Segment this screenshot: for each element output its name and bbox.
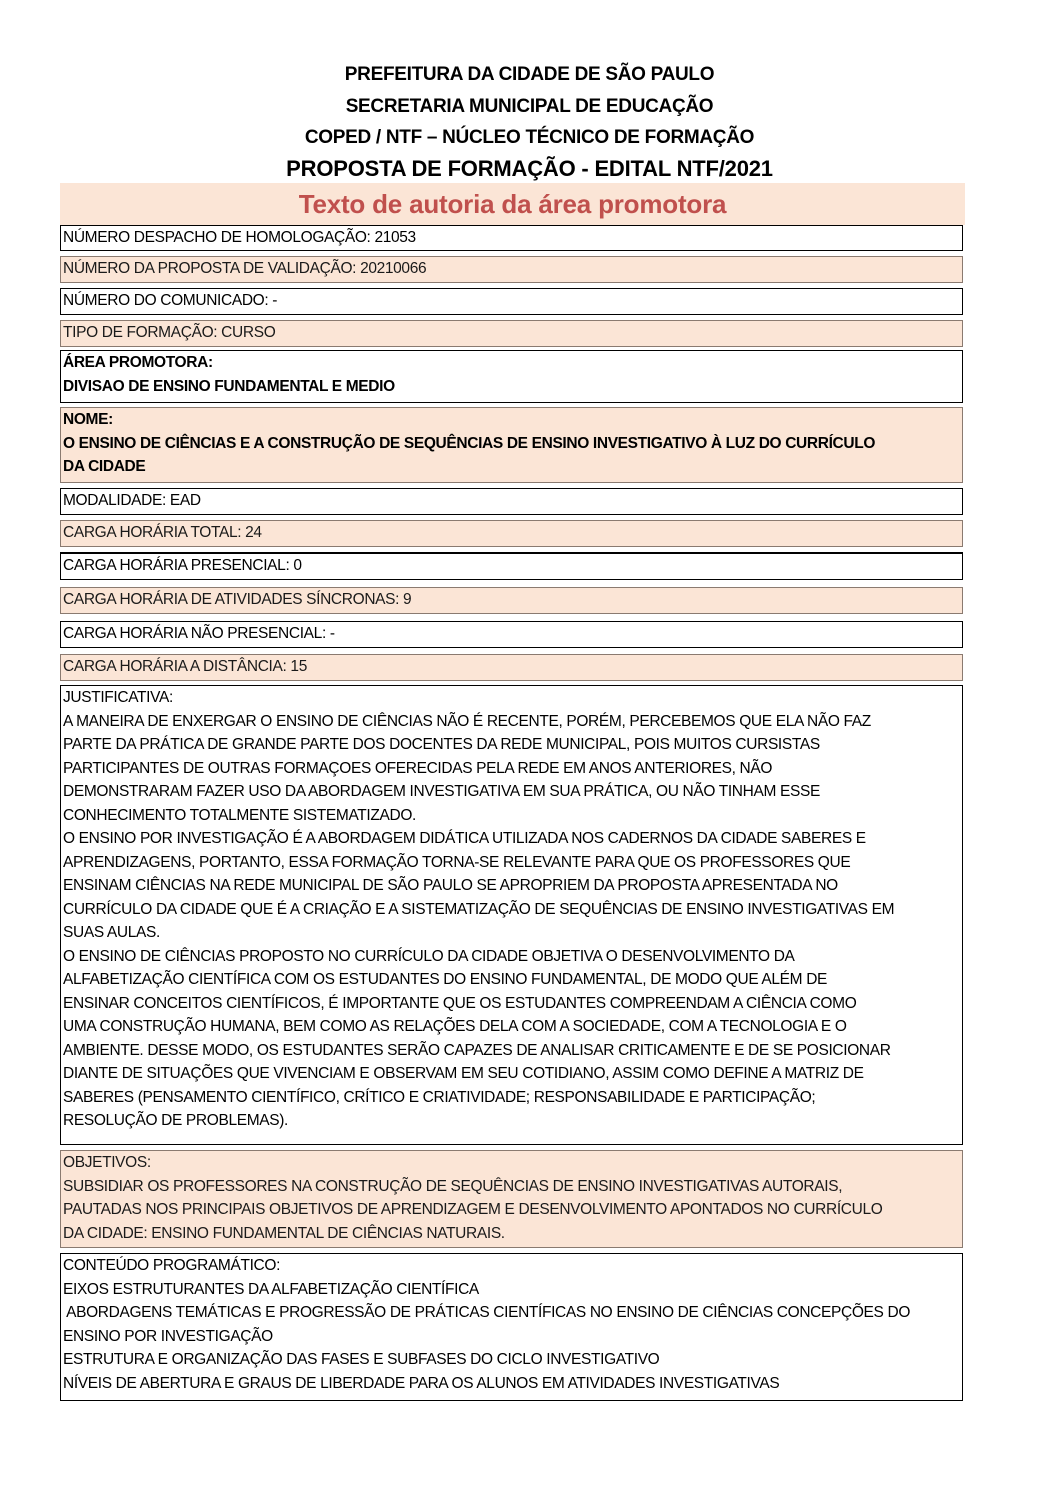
field-nome-line: O ENSINO DE CIÊNCIAS E A CONSTRUÇÃO DE SEQUÊNCIAS DE ENSINO INVESTIGATIVO À LUZ DO CURRÍCULO — [63, 434, 876, 452]
section-justificativa — [60, 685, 963, 1145]
field-nome-line: DA CIDADE — [63, 458, 146, 475]
justificativa-line: UMA CONSTRUÇÃO HUMANA, BEM COMO AS RELAÇÕES DELA COM A SOCIEDADE, COM A TECNOLOGIA E O — [63, 1018, 847, 1035]
justificativa-line: PARTE DA PRÁTICA DE GRANDE PARTE DOS DOCENTES DA REDE MUNICIPAL, POIS MUITOS CURSISTAS — [63, 736, 820, 753]
field-proposta-text: NÚMERO DA PROPOSTA DE VALIDAÇÃO: 20210066 — [63, 260, 427, 277]
field-proposta — [60, 256, 963, 283]
justificativa-line: O ENSINO DE CIÊNCIAS PROPOSTO NO CURRÍCULO DA CIDADE OBJETIVA O DESENVOLVIMENTO DA — [63, 947, 795, 965]
field-carga-sincronas-text: CARGA HORÁRIA DE ATIVIDADES SÍNCRONAS: 9 — [63, 591, 412, 608]
section-objetivos — [60, 1150, 963, 1248]
header-secretaria: SECRETARIA MUNICIPAL DE EDUCAÇÃO — [345, 96, 714, 117]
conteudo-line: ABORDAGENS TEMÁTICAS E PROGRESSÃO DE PRÁTICAS CIENTÍFICAS NO ENSINO DE CIÊNCIAS CONCEPÇÕES DO — [63, 1304, 911, 1321]
justificativa-label: JUSTIFICATIVA: — [63, 689, 173, 706]
header-coped: COPED / NTF – NÚCLEO TÉCNICO DE FORMAÇÃO — [304, 127, 755, 148]
authorship-banner — [60, 183, 965, 225]
field-area-promotora — [60, 350, 963, 403]
conteudo-line: EIXOS ESTRUTURANTES DA ALFABETIZAÇÃO CIENTÍFICA — [63, 1280, 479, 1298]
field-carga-nao-presencial-text: CARGA HORÁRIA NÃO PRESENCIAL: - — [63, 625, 335, 642]
field-carga-presencial-text: CARGA HORÁRIA PRESENCIAL: 0 — [63, 557, 302, 574]
justificativa-line: SABERES (PENSAMENTO CIENTÍFICO, CRÍTICO E CRIATIVIDADE; RESPONSABILIDADE E PARTICIPAÇÃO; — [63, 1088, 816, 1106]
document-title: PROPOSTA DE FORMAÇÃO - EDITAL NTF/2021 — [286, 156, 773, 181]
section-conteudo-programatico — [60, 1253, 963, 1401]
justificativa-line: APRENDIZAGENS, PORTANTO, ESSA FORMAÇÃO TORNA-SE RELEVANTE PARA QUE OS PROFESSORES QUE — [63, 853, 851, 871]
conteudo-line: ESTRUTURA E ORGANIZAÇÃO DAS FASES E SUBFASES DO CICLO INVESTIGATIVO — [63, 1351, 660, 1368]
field-carga-sincronas — [60, 587, 963, 614]
header-prefeitura: PREFEITURA DA CIDADE DE SÃO PAULO — [344, 64, 715, 85]
conteudo-line: ENSINO POR INVESTIGAÇÃO — [63, 1327, 273, 1345]
field-nome-label: NOME: — [63, 411, 113, 428]
conteudo-label: CONTEÚDO PROGRAMÁTICO: — [63, 1257, 281, 1274]
justificativa-line: RESOLUÇÃO DE PROBLEMAS). — [63, 1112, 289, 1129]
field-carga-distancia-text: CARGA HORÁRIA A DISTÂNCIA: 15 — [63, 658, 307, 675]
justificativa-line: A MANEIRA DE ENXERGAR O ENSINO DE CIÊNCIAS NÃO É RECENTE, PORÉM, PERCEBEMOS QUE ELA NÃO FAZ — [63, 712, 871, 730]
conteudo-line: NÍVEIS DE ABERTURA E GRAUS DE LIBERDADE PARA OS ALUNOS EM ATIVIDADES INVESTIGATIVAS — [63, 1374, 780, 1392]
field-modalidade-text: MODALIDADE: EAD — [63, 492, 201, 509]
objetivos-line: DA CIDADE: ENSINO FUNDAMENTAL DE CIÊNCIAS NATURAIS. — [63, 1224, 505, 1242]
field-comunicado — [60, 288, 963, 315]
field-area-value: DIVISAO DE ENSINO FUNDAMENTAL E MEDIO — [63, 377, 395, 395]
field-carga-total-text: CARGA HORÁRIA TOTAL: 24 — [63, 524, 262, 541]
justificativa-line: DIANTE DE SITUAÇÕES QUE VIVENCIAM E OBSERVAM EM SEU COTIDIANO, ASSIM COMO DEFINE A MATRIZ DE — [63, 1065, 864, 1082]
field-carga-presencial — [60, 552, 963, 580]
justificativa-line: CONHECIMENTO TOTALMENTE SISTEMATIZADO. — [63, 806, 416, 824]
justificativa-line: ALFABETIZAÇÃO CIENTÍFICA COM OS ESTUDANTES DO ENSINO FUNDAMENTAL, DE MODO QUE ALÉM DE — [63, 971, 828, 988]
objetivos-line: SUBSIDIAR OS PROFESSORES NA CONSTRUÇÃO DE SEQUÊNCIAS DE ENSINO INVESTIGATIVAS AUTORAIS, — [63, 1177, 843, 1195]
field-area-label: ÁREA PROMOTORA: — [63, 354, 213, 371]
objetivos-label: OBJETIVOS: — [63, 1154, 151, 1171]
justificativa-line: PARTICIPANTES DE OUTRAS FORMAÇOES OFERECIDAS PELA REDE EM ANOS ANTERIORES, NÃO — [63, 759, 773, 777]
justificativa-line: AMBIENTE. DESSE MODO, OS ESTUDANTES SERÃO CAPAZES DE ANALISAR CRITICAMENTE E DE SE POSICIONAR — [63, 1041, 891, 1059]
authorship-banner-text: Texto de autoria da área promotora — [298, 189, 727, 219]
justificativa-line: DEMONSTRARAM FAZER USO DA ABORDAGEM INVESTIGATIVA EM SUA PRÁTICA, OU NÃO TINHAM ESSE — [63, 783, 820, 800]
field-despacho-text: NÚMERO DESPACHO DE HOMOLOGAÇÃO: 21053 — [63, 229, 416, 246]
justificativa-line: ENSINAR CONCEITOS CIENTÍFICOS, É IMPORTANTE QUE OS ESTUDANTES COMPREENDAM A CIÊNCIA COMO — [63, 994, 857, 1012]
field-carga-distancia — [60, 654, 963, 681]
field-carga-total — [60, 520, 963, 547]
field-tipo — [60, 320, 963, 347]
field-comunicado-text: NÚMERO DO COMUNICADO: - — [63, 292, 278, 309]
field-nome — [60, 407, 963, 483]
field-modalidade — [60, 488, 963, 515]
justificativa-line: O ENSINO POR INVESTIGAÇÃO É A ABORDAGEM DIDÁTICA UTILIZADA NOS CADERNOS DA CIDADE SABERES E — [63, 830, 866, 847]
justificativa-line: SUAS AULAS. — [63, 924, 160, 941]
field-tipo-text: TIPO DE FORMAÇÃO: CURSO — [63, 324, 276, 341]
objetivos-line: PAUTADAS NOS PRINCIPAIS OBJETIVOS DE APRENDIZAGEM E DESENVOLVIMENTO APONTADOS NO CURRÍCULO — [63, 1201, 883, 1218]
field-despacho — [60, 225, 963, 251]
justificativa-line: CURRÍCULO DA CIDADE QUE É A CRIAÇÃO E A SISTEMATIZAÇÃO DE SEQUÊNCIAS DE ENSINO INVESTIGATIVAS EM — [63, 900, 895, 918]
justificativa-line: ENSINAM CIÊNCIAS NA REDE MUNICIPAL DE SÃO PAULO SE APROPRIEM DA PROPOSTA APRESENTADA NO — [63, 877, 838, 894]
field-carga-nao-presencial — [60, 621, 963, 648]
